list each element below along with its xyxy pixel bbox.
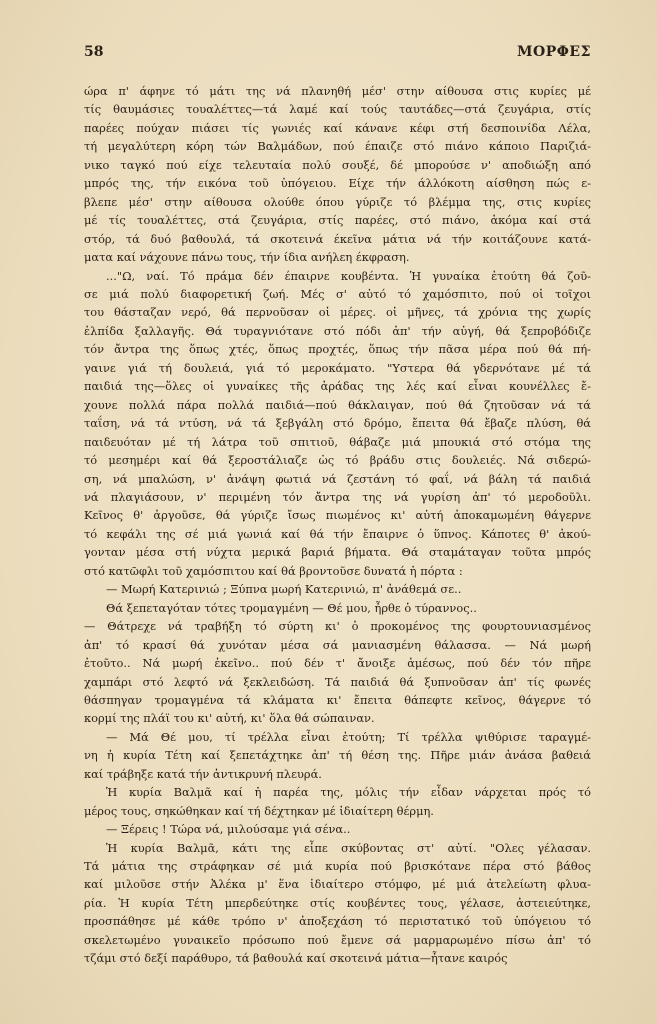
text-line: ταΐση, νά τά ντύση, νά τά ξεβγάλη στό δρόμο, ἔπειτα θά ἔβαζε πλύση, θά: [84, 416, 591, 431]
text-line: ώρα π' άφηνε τό μάτι της νά πλανηθή μέσ' στην αίθουσα στις κυρίες μέ: [84, 84, 591, 98]
text-line: σε μιά πολύ διαφορετική ζωή. Μές σ' αὐτό τό χαμόσπιτο, πού οἱ τοῖχοι: [84, 286, 591, 301]
text-line: μέρος τους, σηκώθηκαν καί τή δέχτηκαν μέ ἰδιαίτερη θέρμη.: [84, 803, 434, 818]
text-line: καί τράβηξε κατά τήν ἀντικρυνή πλευρά.: [84, 766, 322, 781]
running-title: ΜΟΡΦΕΣ: [517, 44, 591, 60]
text-line: του θάσταζαν νερό, θά περνοῦσαν οἱ μέρες. οἱ μῆνες, τά χρόνια της χωρίς: [84, 305, 591, 320]
text-line: ρία. Ἡ κυρία Τέτη μπερδεύτηκε στίς κουβέντες τους, γέλασε, ἀστειεύτηκε,: [84, 895, 591, 910]
text-line: — Θάτρεχε νά τραβήξη τό σύρτη κι' ὁ προκομένος της φουρτουνιασμένος: [84, 619, 591, 634]
page-number: 58: [84, 44, 104, 60]
text-line: γαινε γιά τή δουλειά, γιά τό μεροκάματο. "Υστερα θά γδερνότανε μέ τά: [84, 360, 591, 375]
text-line: νικο ταγκό πού είχε τελευταία πολύ σουξέ, δέ μπορούσε ν' αποδιώξη από: [84, 157, 591, 172]
text-line: γονταν μέσα στή νύχτα μερικά βαριά βήματα. Θά σταμάταγαν τοῦτα μπρός: [84, 545, 591, 560]
text-line: Θά ξεπεταγόταν τότες τρομαγμένη — Θέ μου, ἦρθε ὁ τύραννος..: [106, 600, 477, 615]
page-header: [84, 44, 591, 66]
text-line: καί μιλοῦσε στήν Ἀλέκα μ' ἕνα ἰδιαίτερο στόμφο, μέ μιά ἀτελείωτη φλυα-: [84, 877, 591, 892]
text-line: ..."Ω, ναί. Τό πράμα δέν έπαιρνε κουβέντα. Ἡ γυναίκα ἐτούτη θά ζοῦ-: [106, 268, 591, 283]
text-line: Ἡ κυρία Βαλμᾶ, κάτι της εἶπε σκύβοντας στ' αὐτί. "Ολες γέλασαν.: [106, 840, 591, 855]
text-line: ματα καί νάχουνε πάνω τους, τήν ίδια ανήλεη έκφραση.: [84, 250, 410, 265]
text-line: Τά μάτια της στράφηκαν σέ μιά κυρία πού βρισκότανε πέρα στό βάθος: [84, 859, 591, 874]
text-line: προσπάθησε μέ κάθε τρόπο ν' ἀποξεχάση τό περιστατικό τοῦ ὑπόγειου τό: [84, 914, 591, 929]
text-line: τό κεφάλι της σέ μιά γωνιά καί θά τήν ἔπαιρνε ὁ ὕπνος. Κάποτες θ' ἀκού-: [84, 526, 591, 541]
text-line: Κεῖνος θ' ἀργοῦσε, θά γύριζε ἴσως πιωμένος κι' αὐτή ἀποκαμωμένη θάγερνε: [84, 508, 591, 523]
text-line: νά πλαγιάσουν, ν' περιμένη τόν ἄντρα της νά γυρίση ἀπ' τό μεροδοῦλι.: [84, 489, 591, 504]
text-line: Ἡ κυρία Βαλμᾶ καί ἡ παρέα της, μόλις τήν εἶδαν νάρχεται πρός τό: [106, 785, 591, 800]
text-line: παιδιά της—ὅλες οἱ γυναίκες τῆς ἀράδας της λές καί εἶναι κουνέλλες ἔ-: [84, 379, 591, 394]
text-line: μέ τίς τουαλέττες, στά ζευγάρια, στίς παρέες, στό πιάνο, ἀκόμα καί στά: [84, 213, 591, 228]
text-line: στόρ, τά δυό βαθουλά, τά σκοτεινά έκεῖνα μάτια νά τήν κοιτάζουνε κατά-: [84, 231, 591, 246]
text-line: θάσπηγαν τρομαγμένα τά κλάματα κι' ἔπειτα θάπεφτε κεῖνος, θάγερνε τό: [84, 692, 591, 707]
text-line: στό κατῶφλι τοῦ χαμόσπιτου καί θά βροντοῦσε δυνατά ἡ πόρτα :: [84, 563, 463, 578]
text-line: σκελετωμένο γυναικεῖο πρόσωπο πού ἔμενε σά μαρμαρωμένο πίσω ἀπ' τό: [84, 932, 591, 947]
text-line: χαμπάρι στό λεφτό νά ξεκλειδώση. Τά παιδιά θά ξυπνοῦσαν ἀπ' τίς φωνές: [84, 674, 591, 689]
text-line: παιδευόταν μέ τή λάτρα τοῦ σπιτιοῦ, θάβαζε μιά μπουκιά στό στόμα της: [84, 434, 591, 449]
text-line: — Μωρή Κατερινιώ ; Ξύπνα μωρή Κατερινιώ, π' ἀνάθεμά σε..: [106, 582, 462, 597]
body-text: [84, 82, 591, 968]
text-line: ἐλπίδα ξαλλαγῆς. Θά τυραγνιότανε στό πόδι ἀπ' τήν αὐγή, θά ξεπροβόδιζε: [84, 323, 591, 338]
text-line: — Ξέρεις ! Τώρα νά, μιλούσαμε γιά σένα..: [106, 822, 351, 837]
text-line: ση, νά μπαλώση, ν' ἀνάψη φωτιά νά ζεστάνη τό φαΐ, νά βάλη τά παιδιά: [84, 471, 591, 486]
text-line: τό μεσημέρι καί θά ξεροστάλιαζε ὡς τό βράδυ στις δουλειές. Νά σιδερώ-: [84, 453, 591, 468]
text-line: τζάμι στό δεξί παράθυρο, τά βαθουλά καί σκοτεινά μάτια—ἦτανε καιρός: [84, 951, 508, 966]
text-line: μπρός της, τήν εικόνα τοῦ ὑπόγειου. Είχε τήν άλλόκοτη αίσθηση πώς ε-: [84, 176, 591, 191]
text-line: ἀπ' τό κρασί θά χυνόταν μέσα σά μανιασμένη θάλασσα. — Νά μωρή: [84, 637, 591, 652]
text-line: τή μεγαλύτερη κόρη τών Βαλμάδων, πού έπαιζε στό πιάνο κάποιο Παριζιά-: [84, 139, 591, 154]
text-line: βλεπε μέσ' στην αίθουσα ολούθε όπου γύριζε τό βλέμμα της, στις κυρίες: [84, 194, 591, 209]
text-line: ἐτοῦτο.. Νά μωρή ἐκεῖνο.. πού δέν τ' ἄνοιξε ἀμέσως, πού δέν τόν πῆρε: [84, 656, 591, 671]
text-line: χουνε πολλά πάρα πολλά παιδιά—πού θάκλαιγαν, πού θά ζητοῦσαν νά τά: [84, 397, 591, 412]
text-line: κορμί της πλάϊ του κι' αὐτή, κι' ὅλα θά σώπαιναν.: [84, 711, 375, 726]
text-line: τόν ἄντρα της ὅπως χτές, ὅπως προχτές, ὅπως τήν πᾶσα μέρα πού θά πή-: [84, 342, 591, 357]
text-line: παρέες πούχαν πιάσει τίς γωνιές καί κάνανε κέφι στή δεσποινίδα Λέλα,: [84, 120, 591, 135]
text-line: τίς θαυμάσιες τουαλέττες—τά λαμέ καί τούς ταυτάδες—στά ζευγάρια, στίς: [84, 102, 591, 117]
text-line: νη ἡ κυρία Τέτη καί ξεπετάχτηκε ἀπ' τή θέση της. Πῆρε μιάν ἀνάσα βαθειά: [84, 748, 591, 763]
text-line: — Μά Θέ μου, τί τρέλλα εἶναι ἐτούτη; Τί τρέλλα ψιθύρισε ταραγμέ-: [106, 729, 591, 744]
